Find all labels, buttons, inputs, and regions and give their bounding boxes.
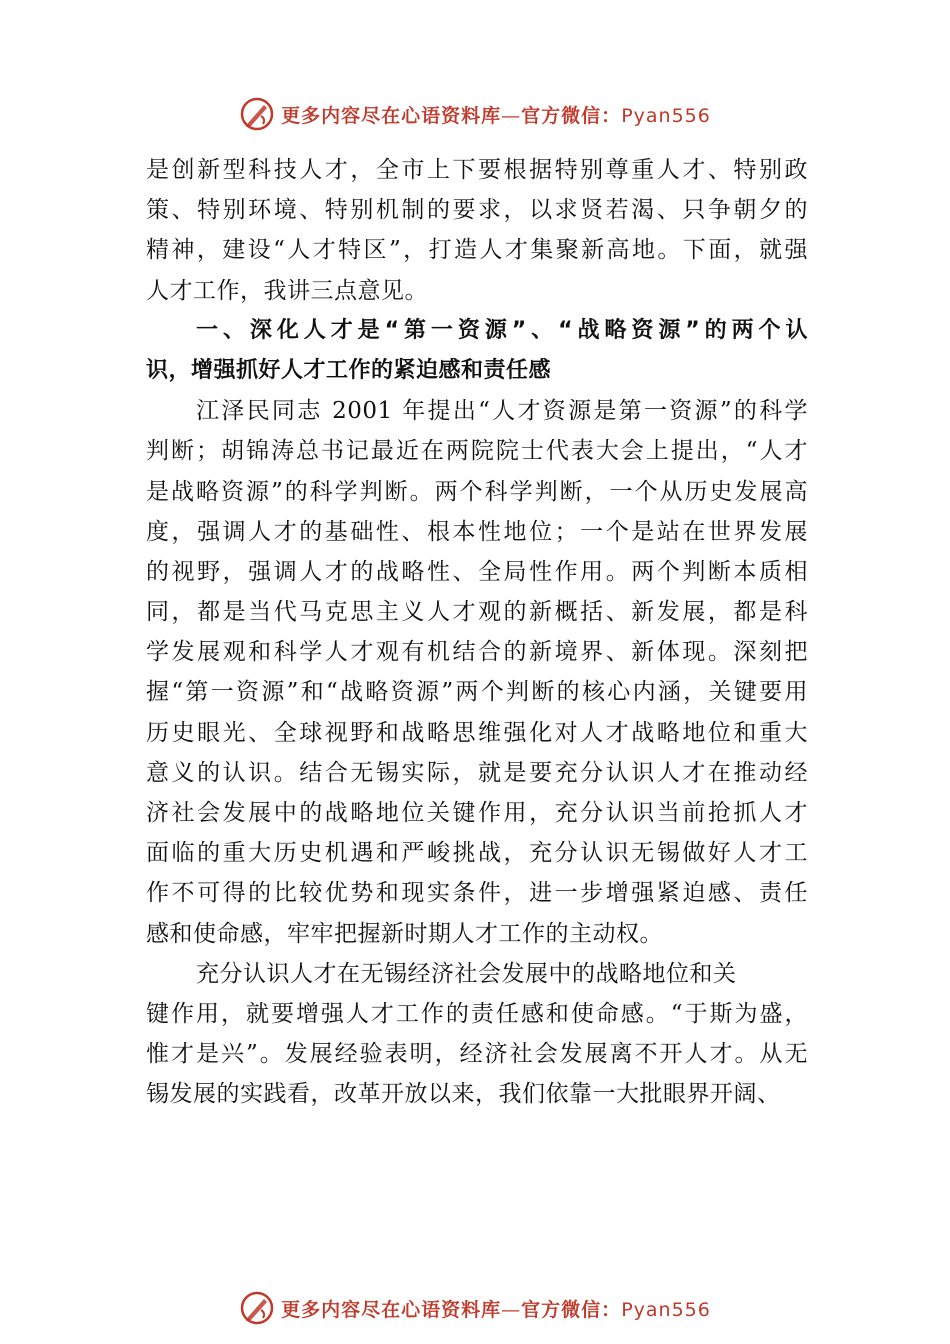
banner-text — [281, 1295, 711, 1322]
paragraph — [146, 391, 808, 954]
text-line: 度，强调人才的基础性、根本性地位；一个是站在世界发展 — [146, 518, 808, 545]
banner-text — [281, 101, 711, 128]
banner-dash: — — [501, 104, 522, 127]
text-line: 是战略资源”的科学判断。两个科学判断，一个从历史发展高 — [146, 478, 808, 505]
text-line: 是创新型科技人才，全市上下要根据特别尊重人才、特别政 — [146, 157, 808, 183]
text-line: 键作用，就要增强人才工作的责任感和使命感。“于斯为盛， — [146, 1000, 808, 1027]
text-line: 握“第一资源”和“战略资源”两个判断的核心内涵，关键要用 — [146, 679, 808, 706]
text-line: 人才工作，我讲三点意见。 — [146, 277, 428, 304]
text-line: 策、特别环境、特别机制的要求，以求贤若渴、只争朝夕的 — [146, 197, 808, 224]
document-body — [146, 150, 808, 1115]
paragraph — [146, 954, 808, 1115]
banner-account: Pyan556 — [621, 1298, 711, 1321]
banner-main-text: 更多内容尽在心语资料库 — [281, 104, 502, 127]
section-heading — [146, 311, 808, 391]
text-line: 作不可得的比较优势和现实条件，进一步增强紧迫感、责任 — [146, 880, 808, 907]
text-line: 判断；胡锦涛总书记最近在两院院士代表大会上提出，“人才 — [146, 438, 808, 465]
text-line: 精神，建设“人才特区”，打造人才集聚新高地。下面，就强 — [146, 237, 808, 264]
heading-line: 一、深化人才是“第一资源”、“战略资源”的两个认 — [196, 317, 808, 343]
text-line: 面临的重大历史机遇和严峻挑战，充分认识无锡做好人才工 — [146, 840, 808, 867]
paragraph — [146, 150, 808, 311]
text-line: 惟才是兴”。发展经验表明，经济社会发展离不开人才。从无 — [146, 1041, 808, 1068]
text-line: 同，都是当代马克思主义人才观的新概括、新发展，都是科 — [146, 599, 808, 626]
text-line: 锡发展的实践看，改革开放以来，我们依靠一大批眼界开阔、 — [146, 1081, 781, 1108]
banner-account-label: 官方微信： — [521, 104, 622, 127]
pen-logo-icon — [239, 96, 275, 132]
text-line: 历史眼光、全球视野和战略思维强化对人才战略地位和重大 — [146, 719, 808, 746]
heading-line: 识，增强抓好人才工作的紧迫感和责任感 — [146, 357, 552, 383]
banner-main-text: 更多内容尽在心语资料库 — [281, 1298, 502, 1321]
text-line: 学发展观和科学人才观有机结合的新境界、新体现。深刻把 — [146, 639, 808, 666]
banner-account-label: 官方微信： — [521, 1298, 622, 1321]
text-line: 江泽民同志 2001 年提出“人才资源是第一资源”的科学 — [196, 398, 808, 425]
pen-logo-icon — [239, 1290, 275, 1326]
text-line: 的视野，强调人才的战略性、全局性作用。两个判断本质相 — [146, 558, 808, 585]
header-banner — [0, 94, 950, 134]
text-line: 感和使命感，牢牢把握新时期人才工作的主动权。 — [146, 920, 663, 947]
text-line: 济社会发展中的战略地位关键作用，充分认识当前抢抓人才 — [146, 800, 808, 826]
banner-account: Pyan556 — [621, 104, 711, 127]
banner-dash: — — [501, 1298, 522, 1321]
text-line: 充分认识人才在无锡经济社会发展中的战略地位和关 — [196, 960, 737, 987]
text-line: 意义的认识。结合无锡实际，就是要充分认识人才在推动经 — [146, 759, 808, 786]
footer-banner — [0, 1288, 950, 1328]
